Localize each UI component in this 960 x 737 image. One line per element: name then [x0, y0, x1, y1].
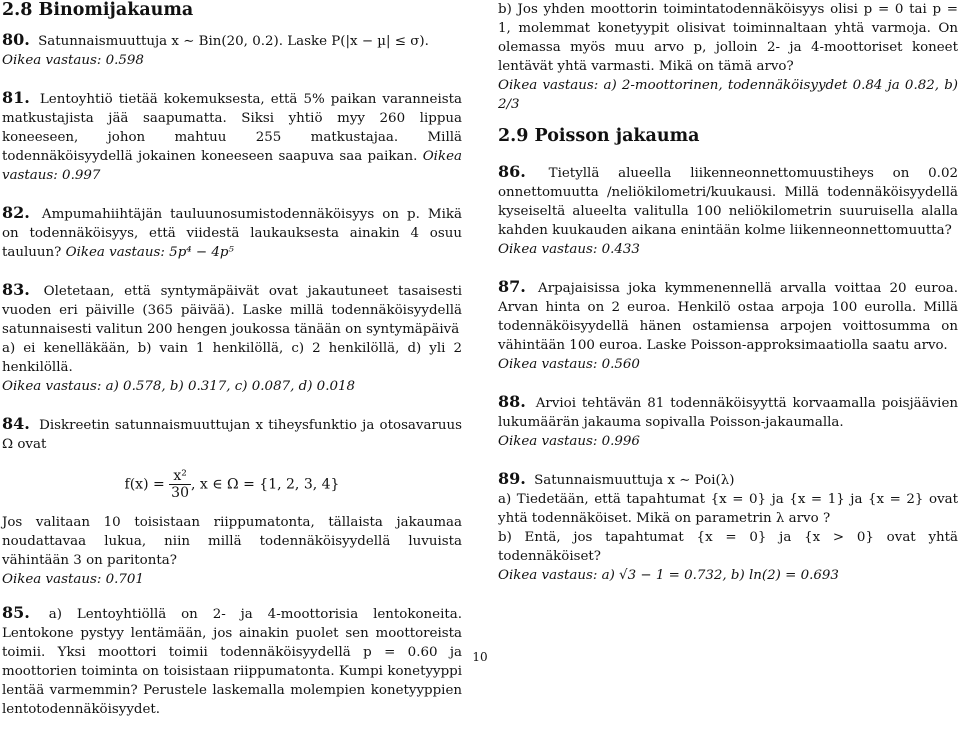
- left-column: [2, 0, 462, 737]
- problem-number: 82.: [2, 203, 30, 222]
- answer: Oikea vastaus: 0.433: [498, 242, 640, 257]
- problem-text: Oletetaan, että syntymäpäivät ovat jakautuneet tasaisesti vuoden eri päiville (365 päivää). Laske millä todennäköisyydellä satunnaisesti valitun 200 hengen joukossa tänään on syntymäpäivä: [2, 284, 462, 337]
- answer: Oikea vastaus: 5p⁴ − 4p⁵: [65, 245, 234, 260]
- problem-text: Ampumahiihtäjän tauluunosumistodennäköisyys on p. Mikä on todennäköisyys, että viidestä laukauksesta ainakin 4 osuu tauluun?: [2, 207, 462, 260]
- problem-part-b: b) Entä, jos tapahtumat {x = 0} ja {x > 0} ovat yhtä todennäköiset?: [498, 530, 958, 564]
- section-title-binomial: 2.8 Binomijakauma: [2, 0, 194, 20]
- answer: Oikea vastaus: 0.997: [2, 149, 462, 183]
- problem-text: Arpajaisissa joka kymmenennellä arvalla voittaa 20 euroa. Arvan hinta on 2 euroa. Henkilö ostaa arpoja 100 eurolla. Millä todennäköisyydellä hänen ostamiensa arpojen voittosumma on vähintään 100 euroa. Laske Poisson-approksimaatiolla saatu arvo.: [498, 281, 958, 353]
- problem-text: Lentoyhtiö tietää kokemuksesta, että 5% paikan varanneista matkustajista jää saapumatta. Siksi yhtiö myy 260 lippua koneeseen, johon mahtuu 255 matkustajaa. Millä todennäköisyydellä jokainen koneeseen saapuva saa paikan.: [2, 92, 462, 164]
- answer: Oikea vastaus: 0.701: [2, 572, 144, 587]
- problem-89: [498, 469, 958, 585]
- problem-text: Satunnaismuuttuja x ∼ Bin(20, 0.2). Laske P(|x − µ| ≤ σ).: [38, 34, 429, 49]
- problem-84: [2, 414, 462, 589]
- problem-text: Tietyllä alueella liikenneonnettomuustiheys on 0.02 onnettomuutta /neliökilometri/kuukausi. Millä todennäköisyydellä kyseiseltä alueelta valitulla 100 neliökilometrin suuruisella alalla kahden kuukauden aikana enintään kolme liikenneonnettomuutta?: [498, 166, 958, 238]
- equation-lhs: f(x) =: [124, 476, 165, 493]
- problem-text: a) Lentoyhtiöllä on 2- ja 4-moottorisia lentokoneita. Lentokone pystyy lentämään, jos ainakin puolet sen moottoreista toimii. Yksi moottori toimii todennäköisyydellä p = 0.60 ja moottorien toiminta on toisistaan riippumatonta. Kumpi konetyyppi lentää varmemmin? Perustele laskemalla molempien konetyyppien lentotodennäköisyydet.: [2, 607, 462, 717]
- problem-parts: a) ei kenelläkään, b) vain 1 henkilöllä, c) 2 henkilöllä, d) yli 2 henkilöllä.: [2, 341, 462, 375]
- right-column: [498, 0, 958, 603]
- problem-80: [2, 30, 462, 70]
- problem-text: Diskreetin satunnaismuuttujan x tiheysfunktio ja otosavaruus Ω ovat: [2, 418, 462, 452]
- section-title-poisson: 2.9 Poisson jakauma: [498, 126, 700, 146]
- problem-88: [498, 392, 958, 451]
- problem-86: [498, 162, 958, 259]
- equation-rhs: , x ∈ Ω = {1, 2, 3, 4}: [191, 476, 340, 493]
- problem-number: 85.: [2, 603, 30, 622]
- page-number: 10: [472, 650, 488, 664]
- problem-number: 80.: [2, 30, 30, 49]
- answer: Oikea vastaus: a) √3 − 1 = 0.732, b) ln(2) = 0.693: [498, 568, 839, 583]
- answer: Oikea vastaus: 0.996: [498, 434, 640, 449]
- problem-text: Satunnaismuuttuja x ∼ Poi(λ): [534, 473, 735, 488]
- fraction-numerator: x²: [169, 468, 191, 485]
- density-equation: [2, 468, 462, 501]
- problem-83: [2, 280, 462, 396]
- problem-85-part-b: [498, 0, 958, 114]
- problem-82: [2, 203, 462, 262]
- problem-87: [498, 277, 958, 374]
- problem-number: 86.: [498, 162, 526, 181]
- answer: Oikea vastaus: 0.560: [498, 357, 640, 372]
- problem-text-continued: Jos valitaan 10 toisistaan riippumatonta, tällaista jakaumaa noudattavaa lukua, niin millä todennäköisyydellä luvuista vähintään 3 on paritonta?: [2, 515, 462, 568]
- problem-81: [2, 88, 462, 185]
- problem-number: 89.: [498, 469, 526, 488]
- problem-number: 84.: [2, 414, 30, 433]
- problem-number: 83.: [2, 280, 30, 299]
- answer: Oikea vastaus: a) 0.578, b) 0.317, c) 0.087, d) 0.018: [2, 379, 356, 394]
- equation-fraction: [169, 468, 191, 501]
- problem-text: b) Jos yhden moottorin toimintatodennäköisyys olisi p = 0 tai p = 1, molemmat konetyypit olisivat toiminnaltaan yhtä varmoja. On olemassa myös muu arvo p, jolloin 2- ja 4-moottoriset koneet lentävät yhtä varmasti. Mikä on tämä arvo?: [498, 2, 958, 74]
- answer: Oikea vastaus: 0.598: [2, 53, 144, 68]
- problem-number: 88.: [498, 392, 526, 411]
- answer: Oikea vastaus: a) 2-moottorinen, todennäköisyydet 0.84 ja 0.82, b) 2/3: [498, 78, 958, 112]
- problem-number: 81.: [2, 88, 30, 107]
- fraction-denominator: 30: [171, 485, 189, 501]
- problem-text: Arvioi tehtävän 81 todennäköisyyttä korvaamalla poisjäävien lukumäärän jakauma sopivalla Poisson-jakaumalla.: [498, 396, 958, 430]
- problem-part-a: a) Tiedetään, että tapahtumat {x = 0} ja {x = 1} ja {x = 2} ovat yhtä todennäköiset. Mikä on parametrin λ arvo ?: [498, 492, 958, 526]
- problem-number: 87.: [498, 277, 526, 296]
